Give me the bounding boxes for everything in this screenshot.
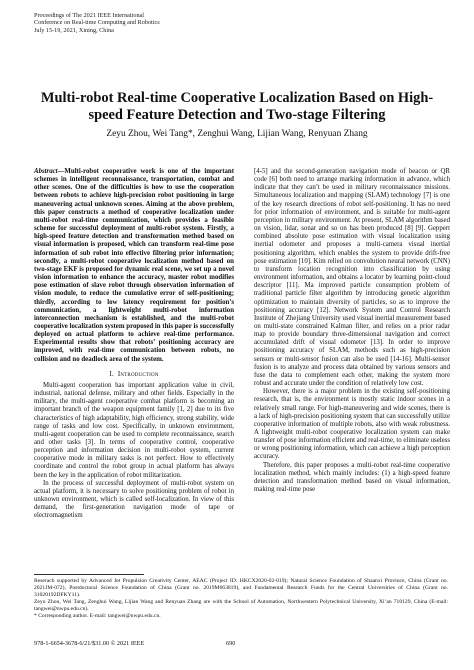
abstract-label: Abstract [34, 168, 58, 175]
abstract [34, 168, 234, 364]
affiliation-footnote: Zeyu Zhou, Wei Tang, Zenghui Wang, Lijian Wang and Renyuan Zhang are with the School of Automation, Northwestern Polytechnical University, Xi’an 710129, China (E-mail: tangwei@nwpu.edu.cn). [34, 598, 448, 612]
paragraph: [4-5] and the second-generation navigation mode of beacon or QR code [6] both need to arrange marking information in advance, which indicate that they can’t be used in military reconnaissance missions. Simultaneous localization and mapping (SLAM) technology [7] is one of the key research directions of robot self-positioning. It has no need for prior information of environment, and is suitable for multi-agent perception in military environment. At present, SLAM algorithm based on vision, lidar, sonar and so on has been produced [8] [9]. Geppert combined absolute pose estimation with visual localization using inertial odometer and proposes a multi-camera visual inertial positioning algorithm, which enables the system to provide drift-free pose estimation [10]. Kim relied on convolution neural network (CNN) to transform location recognition into classification by using environment information, and obtains a locator by learning point-cloud descriptor [11]. Ma improved particle consumption problem of traditional particle filter algorithm by introducing genetic algorithm optimization to maintain diversity of particles, so as to improve the positioning accuracy [12]. Network System and Control Research Institute of Zhejiang University used visual inertial measurement based on multi-state constrained Kalman filter, and relies on a prior radar map to provide boundary three-dimensional navigation and correct accumulated drift of visual odometer [13]. In order to improve positioning accuracy of SLAM, methods such as high-precision sensors or multi-sensor fusion can also be used [14-16]. Multi-sensor fusion is to analyze and process data obtained by various sensors and fuse the data to complement each other, making the system more robust and accurate under the condition of relatively low cost. [254, 168, 450, 388]
isbn-copyright: 978-1-6654-3678-6/21/$31.00 © 2021 IEEE [34, 640, 145, 647]
funding-footnote: Reserach supported by Advanced Jet Propulsion Creativity Center, AEAC (Project ID: HKCX2020-02-019); Natural Science Foundation of Shaanxi Province, China (Grant no. 2021JM-072), Postdoctoral Science Foundation of China (Grant no. 2019M663819), and Fundamental Research Funds for the Central Universities of China (Grant no. 31020192DFKY11). [34, 578, 448, 598]
paragraph: In the process of successful deployment of multi-robot system on actual platform, it is necessary to solve positioning problem of robot in unknown environment, which is called self-localization. In view of this demand, the first-generation navigation mode of tape or electromagnetism [34, 479, 234, 520]
right-column [254, 168, 450, 494]
conference-line-1: Proceedings of The 2021 IEEE International [34, 12, 145, 19]
conference-line-2: Conference on Real-time Computing and Robotics [34, 19, 160, 27]
author-list: Zeyu Zhou, Wei Tang*, Zenghui Wang, Lijian Wang, Renyuan Zhang [106, 129, 368, 139]
paragraph: However, there is a major problem in the existing self-positioning research, that is, the environment is mostly static indoor scenes in a relatively small range. For high-maneuvering and wide scenes, there is a lack of high-precision positioning system that can successfully utilize cooperative information of multiple robots, also with weak robustness. A lightweight multi-robot cooperative localization system can make transfer of pose information efficient and real-time, to eliminate useless or wrong positioning information, which can achieve a high perception accuracy. [254, 388, 450, 461]
section-number: I. [109, 369, 114, 378]
section-heading-introduction [34, 370, 234, 378]
footnote-divider [34, 574, 144, 575]
left-column [34, 168, 234, 521]
paragraph: Therefore, this paper proposes a multi-robot real-time cooperative localization method, which mainly includes: (1) a high-speed feature detection and transformation method based on visual information, making real-time pose [254, 461, 450, 494]
conference-header [34, 12, 160, 34]
conference-line-3: July 15-19, 2021, Xining, China [34, 26, 114, 34]
section-title: Introduction [117, 369, 159, 378]
abstract-text: —Multi-robot cooperative work is one of the important schemes in intelligent reconnaissance, transportation, combat and other scenes. One of the difficulties is how to use the cooperation between robots to achieve high-precision robot positioning in large maneuvering actual unknown scenes. Aiming at the above problem, this paper constructs a method of cooperative localization under multi-robot real-time communication, which provides a feasible scheme for successful deployment of multi-robot system. Firstly, a high-speed feature detection and transformation method based on visual information is proposed, which can transform real-time pose information of sub robot into effective filtering prior information; secondly, a multi-robot cooperative localization method based on two-stage EKF is proposed for dynamic real scene, we set up a novel vision information to enhance the accuracy, master robot modifies pose estimation of slave robot through observation information of vision module, to reduce the cumulative error of self-positioning; thirdly, according to low latency requirement for position’s communication, a lightweight multi-robot information interconnection mechanism is established, and the multi-robot cooperative localization system proposed in this paper is successfully deployed on actual platform to achieve real-time performance. Experimental results show that robots’ positioning accuracy are improved, with real-time communication between robots, no collision and no deadlock area of the system. [34, 168, 234, 363]
corresponding-author-footnote: * Corresponding author. E-mail: tangwei@nwpu.edu.cn. [34, 612, 161, 619]
footnotes [34, 578, 448, 619]
paragraph: Multi-agent cooperation has important application value in civil, industrial, national defense, military and other fields. Especially in the military, the multi-agent cooperative combat platform is becoming an important branch of the weapon equipment family [1, 2] due to its five characteristics of high adaptability, high efficiency, strong stability, wide range of tasks and low cost. Specifically, in unknown environment, multi-agent cooperation can be used to complete reconnaissance, search and other tasks [3]. In terms of cooperative control, cooperative perception and information decision in multi-robot system, current cooperative mode in military tasks is not perfect. How to effectively coordinate and control the robot group in actual platform has always been the key in the application of robot militarization. [34, 381, 234, 479]
paper-title: Multi-robot Real-time Cooperative Localization Based on High-speed Feature Detection and Two-stage Filtering [40, 90, 434, 123]
page-number: 690 [226, 640, 236, 647]
